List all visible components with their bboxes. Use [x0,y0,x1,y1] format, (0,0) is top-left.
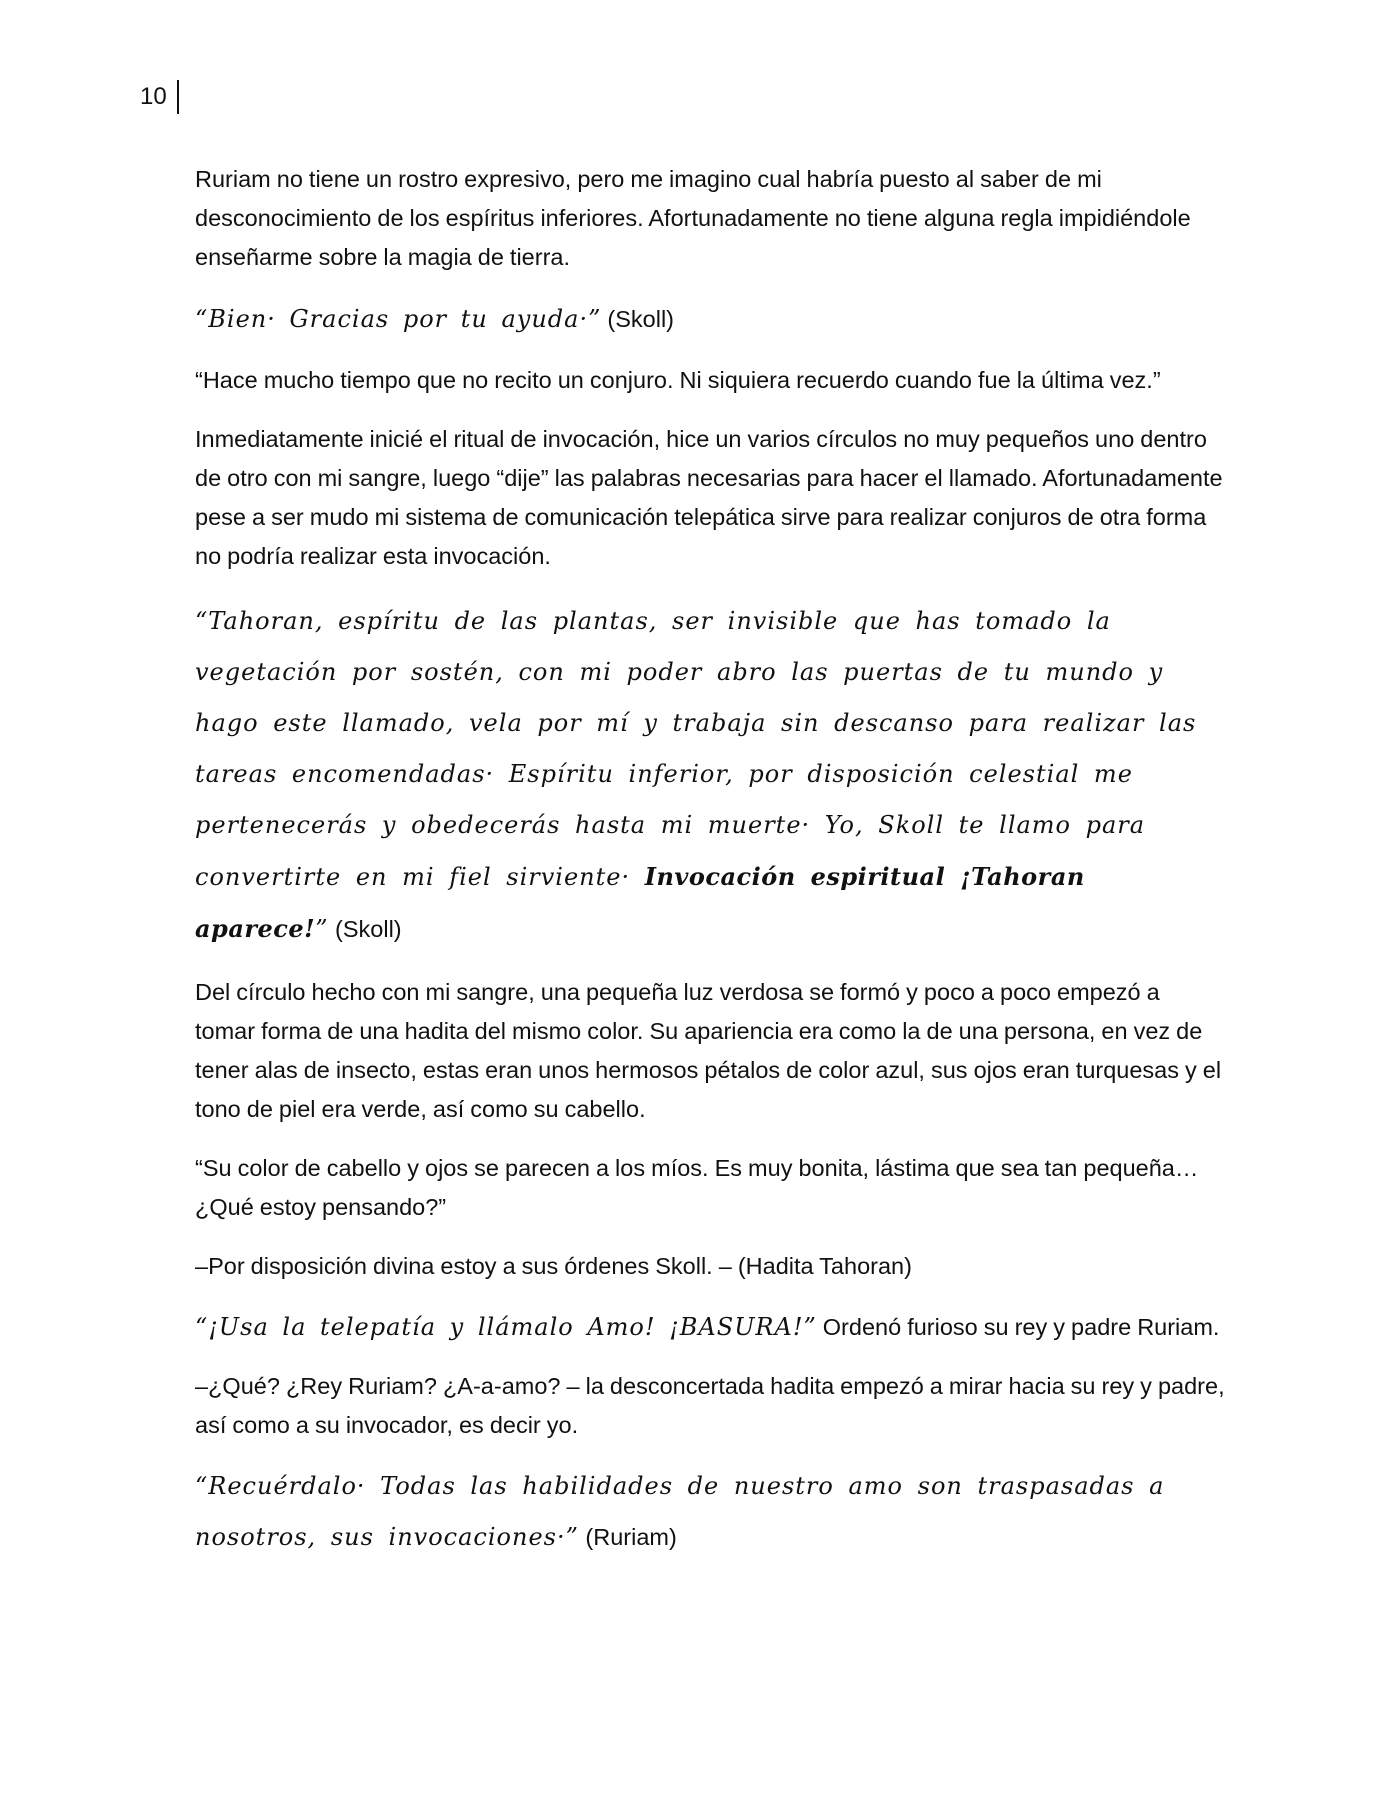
speaker-attribution: (Skoll) [328,916,402,942]
paragraph-text: “Su color de cabello y ojos se parecen a los míos. Es muy bonita, lástima que sea tan pequeña… ¿Qué estoy pensando?” [195,1155,1199,1220]
header-rule [177,80,179,114]
paragraph-text: –¿Qué? ¿Rey Ruriam? ¿A-a-amo? – la desconcertada hadita empezó a mirar hacia su rey y padre, así como a su invocador, es decir yo. [195,1373,1225,1438]
dialogue-paragraph [195,1367,1225,1445]
narration-paragraph [195,420,1225,576]
telepathic-speech-paragraph [195,1461,1225,1563]
incantation-close-quote: ” [315,915,329,943]
incantation-paragraph [195,596,1225,955]
paragraph-text: –Por disposición divina estoy a sus órdenes Skoll. – (Hadita Tahoran) [195,1253,912,1279]
incantation-text: “Tahoran, espíritu de las plantas, ser invisible que has tomado la vegetación por sostén, con mi poder abro las puertas de tu mundo y hago este llamado, vela por mí y trabaja sin descanso para realizar las tareas encomendadas· Espíritu inferior, por disposición celestial me pertenecerás y obedecerás hasta mi muerte· Yo, Skoll te llamo para convertirte en mi fiel sirviente· [195,607,1197,891]
thought-paragraph [195,361,1225,400]
speaker-attribution: (Ruriam) [578,1524,677,1550]
speaker-attribution: Ordenó furioso su rey y padre Ruriam. [816,1314,1220,1340]
narration-paragraph [195,160,1225,277]
paragraph-text: Del círculo hecho con mi sangre, una pequeña luz verdosa se formó y poco a poco empezó a tomar forma de una hadita del mismo color. Su apariencia era como la de una persona, en vez de tener alas de insecto, estas eran unos hermosos pétalos de color azul, sus ojos eran turquesas y el tono de piel era verde, así como su cabello. [195,979,1222,1122]
document-body [195,160,1225,1563]
telepathic-speech-paragraph [195,1308,1225,1347]
telepathic-speech: “¡Usa la telepatía y llámalo Amo! ¡BASURA!” [195,1313,817,1341]
page-header [140,80,179,114]
telepathic-speech-paragraph [195,300,1225,339]
paragraph-text: “Hace mucho tiempo que no recito un conjuro. Ni siquiera recuerdo cuando fue la última vez.” [195,367,1161,393]
dialogue-paragraph [195,1247,1225,1286]
paragraph-text: Ruriam no tiene un rostro expresivo, pero me imagino cual habría puesto al saber de mi desconocimiento de los espíritus inferiores. Afortunadamente no tiene alguna regla impidiéndole enseñarme sobre la magia de tierra. [195,166,1191,270]
telepathic-speech: “Bien· Gracias por tu ayuda·” [195,305,602,333]
page-number: 10 [140,83,167,110]
narration-paragraph [195,973,1225,1129]
speaker-attribution: (Skoll) [601,306,674,332]
incantation-bold-text: Invocación espiritual ¡Tahoran aparece! [195,862,1085,943]
paragraph-text: Inmediatamente inicié el ritual de invocación, hice un varios círculos no muy pequeños uno dentro de otro con mi sangre, luego “dije” las palabras necesarias para hacer el llamado. Afortunadamente pese a ser mudo mi sistema de comunicación telepática sirve para realizar conjuros de otra forma no podría realizar esta invocación. [195,426,1223,569]
thought-paragraph [195,1149,1225,1227]
telepathic-speech: “Recuérdalo· Todas las habilidades de nuestro amo son traspasadas a nosotros, sus invocaciones·” [195,1472,1165,1551]
